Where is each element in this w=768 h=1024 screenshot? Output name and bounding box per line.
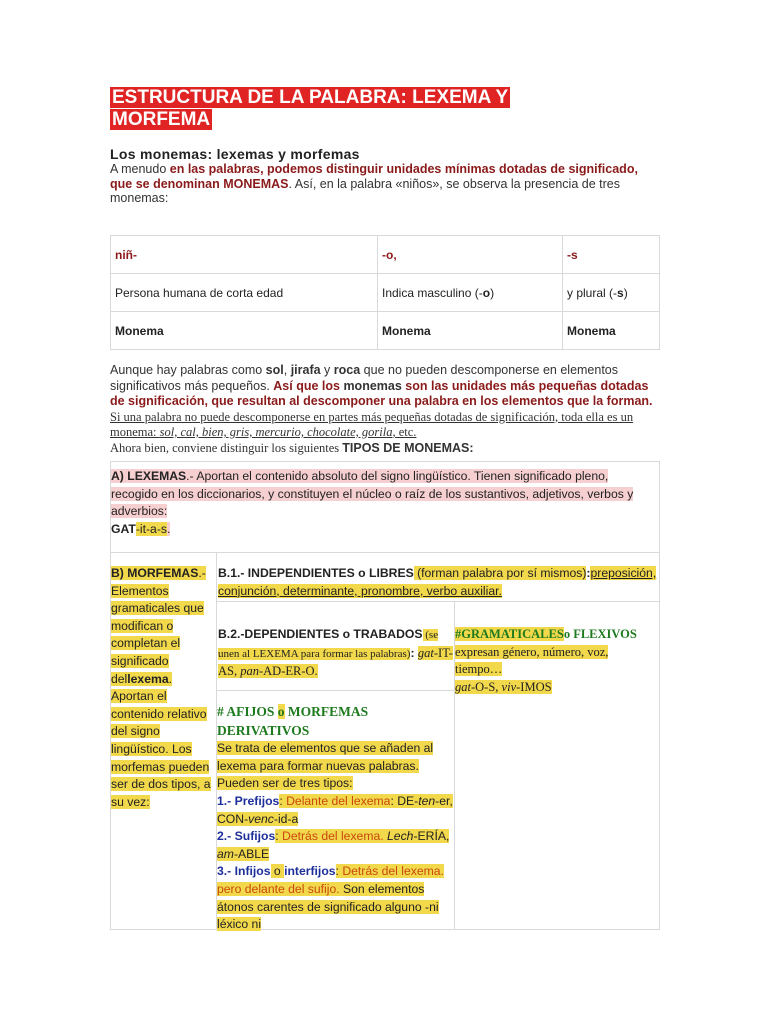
- table-cell: Persona humana de corta edad: [111, 274, 378, 312]
- table-cell: y plural (-s): [563, 274, 660, 312]
- b2-definition: B.2.-DEPENDIENTES o TRABADOS (se unen al LEXEMA para formar las palabras): gat-IT-AS, pan-AD-ER-O.: [218, 627, 453, 679]
- table-cell: Monema: [111, 312, 378, 350]
- table-cell: niñ-: [111, 236, 378, 274]
- table-cell: -s: [563, 236, 660, 274]
- types-paragraph: Aunque hay palabras como sol, jirafa y roca que no pueden descomponerse en elementos significativos más pequeños. Así que los monemas son las unidades más pequeñas dotadas de significación, que resultan al descomponer una palabra en los elementos que la forman. Si una palabra no puede descomponerse en partes más pequeñas dotadas de significación, toda ella es un monema: sol, cal, bien, gris, mercurio, chocolate, gorila, etc. Ahora bien, conviene distinguir los siguientes TIPOS DE MONEMAS:: [110, 363, 653, 455]
- table-cell: Indica masculino (-o): [378, 274, 563, 312]
- monema-table: [110, 235, 660, 350]
- lexemas-definition: A) LEXEMAS.- Aportan el contenido absoluto del signo lingüístico. Tienen significado pleno, recogido en los diccionarios, y constituyen el núcleo o raíz de los sustantivos, adjetivos, verbos y adverbios: GAT-it-a-s.: [111, 469, 634, 536]
- page-title: ESTRUCTURA DE LA PALABRA: LEXEMA Y MORFEMA: [112, 87, 509, 130]
- b1-definition: B.1.- INDEPENDIENTES o LIBRES (forman palabra por sí mismos):preposición, conjunción, determinante, pronombre, verbo auxiliar.: [218, 566, 657, 598]
- intro-paragraph: A menudo en las palabras, podemos distinguir unidades mínimas dotadas de significado, que se denominan MONEMAS. Así, en la palabra «niños», se observa la presencia de tres monemas:: [110, 162, 638, 205]
- table-cell: -o,: [378, 236, 563, 274]
- table-cell: Monema: [563, 312, 660, 350]
- afijos-definition: # AFIJOS o MORFEMAS DERIVATIVOS Se trata de elementos que se añaden al lexema para formar nuevas palabras. Pueden ser de tres tipos: 1.- Prefijos: Delante del lexema: DE-ten-er, CON-venc-id-a 2.- Sufijos: Detrás del lexema. Lech-ERÍA, am-ABLE 3.- Infijos o interfijos: Detrás del lexema. pero delante del sufijo. Son elementos átonos carentes de significado alguno -ni léxico ni: [217, 704, 453, 932]
- section-subtitle: Los monemas: lexemas y morfemas: [110, 146, 360, 162]
- table-cell: Monema: [378, 312, 563, 350]
- morfemas-definition: B) MORFEMAS.- Elementos gramaticales que modifican o completan el significado dellexema. Aportan el contenido relativo del signo lingüístico. Los morfemas pueden ser de dos tipos, a su vez:: [111, 566, 211, 809]
- gramaticales-definition: #GRAMATICALESo FLEXIVOS expresan género, número, voz, tiempo… gat-O-S, viv-IMOS: [455, 627, 637, 694]
